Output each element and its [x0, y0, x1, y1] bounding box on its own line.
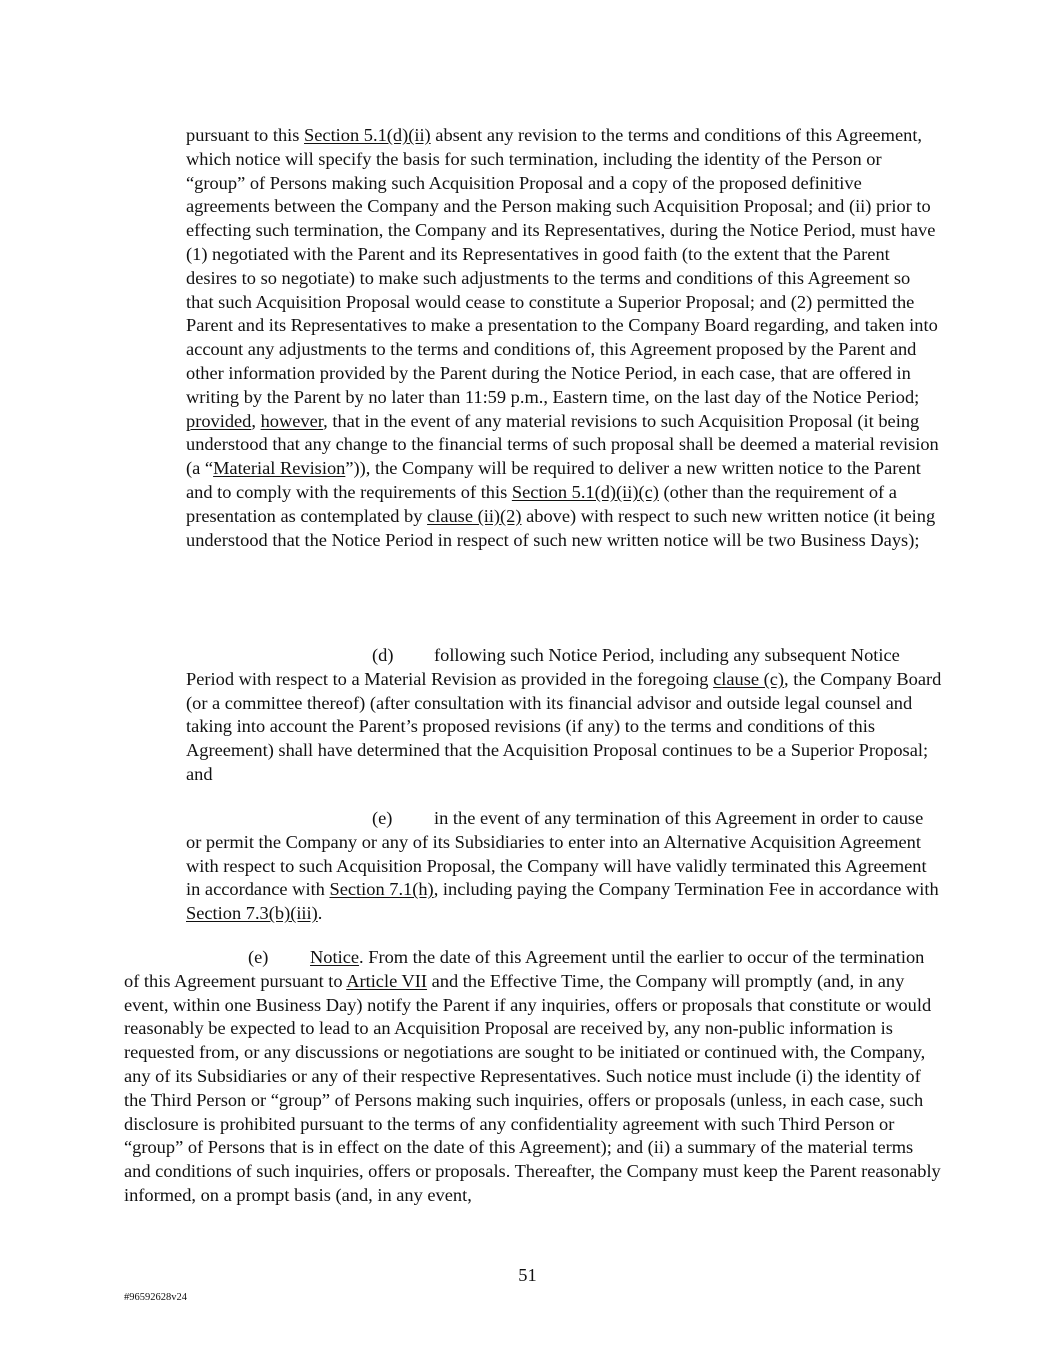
cross-reference: clause (ii)(2): [427, 505, 522, 526]
text: absent any revision to the terms and conditions of this Agreement, which notice will specify the basis for such termination, including the identity of the Person or “group” of Persons making such Acquisition Proposal and a copy of the proposed definitive agreements between the Company and the Person making such Acquisition Proposal; and (ii) prior to effecting such termination, the Company and its Representatives, during the Notice Period, must have (1) negotiated with the Parent and its Representatives in good faith (to the extent that the Parent desires to so negotiate) to make such adjustments to the terms and conditions of this Agreement so that such Acquisition Proposal would cease to constitute a Superior Proposal; and (2) permitted the Parent and its Representatives to make a presentation to the Company Board regarding, and taken into account any adjustments to the terms and conditions of, this Agreement proposed by the Parent and other information provided by the Parent during the Notice Period, in each case, that are offered in writing by the Parent by no later than 11:59 p.m., Eastern time, on the last day of the Notice Period;: [186, 125, 938, 407]
text: ”)), the Company will be required to deliver a new written notice to the Parent and to comply with the requirements of this: [186, 458, 921, 502]
text: in the event of any termination of this Agreement in order to cause or permit the Company or any of its Subsidiaries to enter into an Alternative Acquisition Agreement with respect to such Acquisition Proposal, the Company will have validly terminated this Agreement in accordance with: [186, 808, 927, 900]
text: pursuant to this: [186, 125, 305, 145]
paragraph-continuation: [186, 124, 942, 552]
cross-reference: Article VII: [346, 970, 428, 991]
text: ,: [251, 410, 261, 431]
cross-reference: Section 7.3(b)(iii): [186, 903, 318, 924]
text: . From the date of this Agreement until the earlier to occur of the termination of this Agreement pursuant to: [124, 947, 925, 991]
paragraph-e-subclause: [186, 807, 942, 926]
text: , the Company Board (or a committee thereof) (after consultation with its financial advisor and outside legal counsel and taking into account the Parent’s proposed revisions (if any) to the terms and conditions of this Agreement) shall have determined that the Acquisition Proposal continues to be a Superior Proposal; and: [186, 668, 942, 784]
defined-term: provided: [186, 410, 252, 431]
text: following such Notice Period, including any subsequent Notice Period with respect to a Material Revision as provided in the foregoing: [186, 645, 900, 689]
section-heading: Notice: [310, 947, 360, 967]
page-number: 51: [518, 1265, 537, 1285]
defined-term: Material Revision: [213, 458, 346, 479]
clause-label: (e): [248, 947, 269, 967]
text: and the Effective Time, the Company will promptly (and, in any event, within one Business Day) notify the Parent if any inquiries, offers or proposals that constitute or would reasonably be expected to lead to an Acquisition Proposal are received by, any non-public information is requested from, or any discussions or negotiations are sought to be initiated or continued with, the Company, any of its Subsidiaries or any of their respective Representatives. Such notice must include (i) the identity of the Third Person or “group” of Persons making such inquiries, offers or proposals (unless, in each case, such disclosure is prohibited pursuant to the terms of any confidentiality agreement with such Third Person or “group” of Persons that is in effect on the date of this Agreement); and (ii) a summary of the material terms and conditions of such inquiries, offers or proposals. Thereafter, the Company must keep the Parent reasonably informed, on a prompt basis (and, in any event,: [124, 970, 941, 1205]
paragraph-d: [186, 644, 942, 787]
text: .: [317, 903, 323, 924]
clause-label: (d): [372, 645, 394, 665]
cross-reference: clause (c): [713, 668, 785, 689]
paragraph-notice: [124, 946, 942, 1208]
text: above) with respect to such new written notice (it being understood that the Notice Period in respect of such new written notice will be two Business Days);: [186, 505, 936, 550]
text: , including paying the Company Termination Fee in accordance with: [433, 879, 939, 900]
document-id: #96592628v24: [124, 1292, 187, 1303]
defined-term: however: [260, 410, 324, 431]
text: , that in the event of any material revisions to such Acquisition Proposal (it being understood that any change to the financial terms of such proposal shall be deemed a material revision (a “: [186, 410, 939, 479]
cross-reference: Section 7.1(h): [329, 879, 434, 900]
text: (other than the requirement of a presentation as contemplated by: [186, 481, 897, 526]
clause-label: (e): [372, 808, 393, 828]
cross-reference: Section 5.1(d)(ii): [304, 125, 431, 145]
cross-reference: Section 5.1(d)(ii)(c): [511, 481, 659, 502]
